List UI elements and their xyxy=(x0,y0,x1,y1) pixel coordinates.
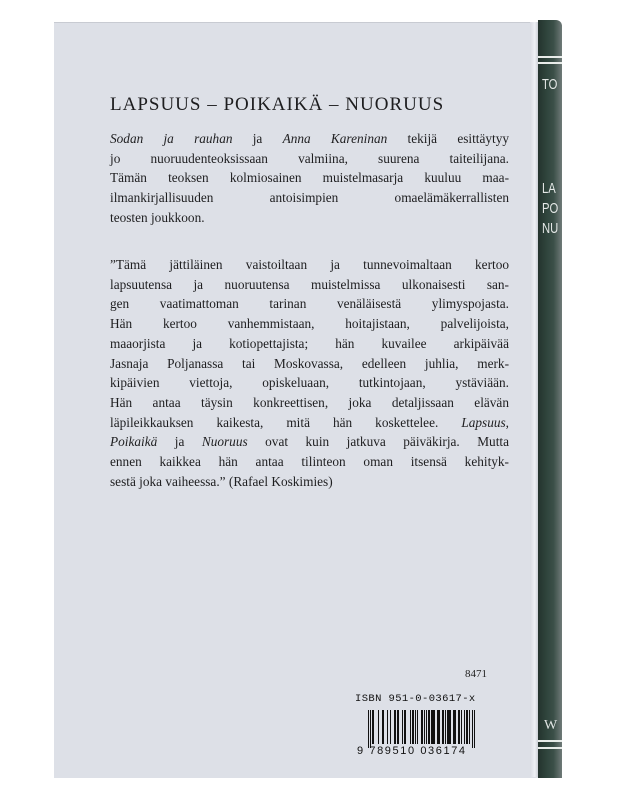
text-line: Poikaikä ja Nuoruus ovat kuin jatkuva päiväkirja. Mutta xyxy=(110,434,509,450)
spine-publisher: W xyxy=(544,718,558,733)
product-code: 8471 xyxy=(465,668,487,680)
text-line: ilmankirjallisuuden antoisimpien omaelämäkerrallisten xyxy=(110,190,509,206)
text-line: gen vaatimattoman tarinan venäläisestä ylimyspojasta. xyxy=(110,296,509,312)
text-line: kipäivien viettoja, opiskeluaan, tutkintojaan, ystäviään. xyxy=(110,375,509,391)
book-spine xyxy=(538,20,562,778)
book-title: LAPSUUS – POIKAIKÄ – NUORUUS xyxy=(110,94,445,115)
spine-title-1: LA xyxy=(542,180,556,197)
text-line: teosten joukkoon. xyxy=(110,209,205,225)
review-quote xyxy=(110,255,509,491)
text-line: läpileikkauksen kaikesta, mitä hän koskettelee. Lapsuus, xyxy=(110,414,509,430)
text-line: sestä joka vaiheessa.” (Rafael Koskimies) xyxy=(110,473,333,489)
text-line: maaorjista ja kotiopettajista; hän kuvailee arkipäivää xyxy=(110,335,509,351)
text-line: Hän kertoo vanhemmistaan, hoitajistaan, palvelijoista, xyxy=(110,316,509,332)
text-line: Jasnaja Poljanassa tai Moskovassa, edelleen juhlia, merk- xyxy=(110,355,509,371)
barcode xyxy=(368,710,512,748)
text-line: Hän antaa täysin konkreettisen, joka detaljissaan elävän xyxy=(110,394,509,410)
text-line: Tämän teoksen kolmiosainen muistelmasarja kuuluu maa- xyxy=(110,170,509,186)
text-line: jo nuoruudenteoksissaan valmiina, suurena taiteilijana. xyxy=(110,150,509,166)
text-line: Sodan ja rauhan ja Anna Kareninan tekijä esittäytyy xyxy=(110,131,510,146)
isbn-label: ISBN 951-0-03617-x xyxy=(355,693,476,705)
barcode-number: 9 789510 036174 xyxy=(357,745,467,757)
text-line: lapsuutensa ja nuoruutensa muistelmissa ulkonaisesti san- xyxy=(110,276,509,292)
intro-paragraph xyxy=(110,129,509,228)
spine-band xyxy=(538,62,562,64)
spine-title-2: PO xyxy=(542,200,559,217)
spine-band xyxy=(538,747,562,749)
spine-title-3: NU xyxy=(542,220,559,237)
text-line: ”Tämä jättiläinen vaistoiltaan ja tunnevoimaltaan kertoo xyxy=(110,257,509,272)
text-line: ennen kaikkea hän antaa tilinteon oman itsensä kehityk- xyxy=(110,454,509,470)
spine-band xyxy=(538,740,562,742)
spine-band xyxy=(538,56,562,58)
barcode-bar xyxy=(474,710,475,748)
spine-author: TO xyxy=(542,76,558,93)
